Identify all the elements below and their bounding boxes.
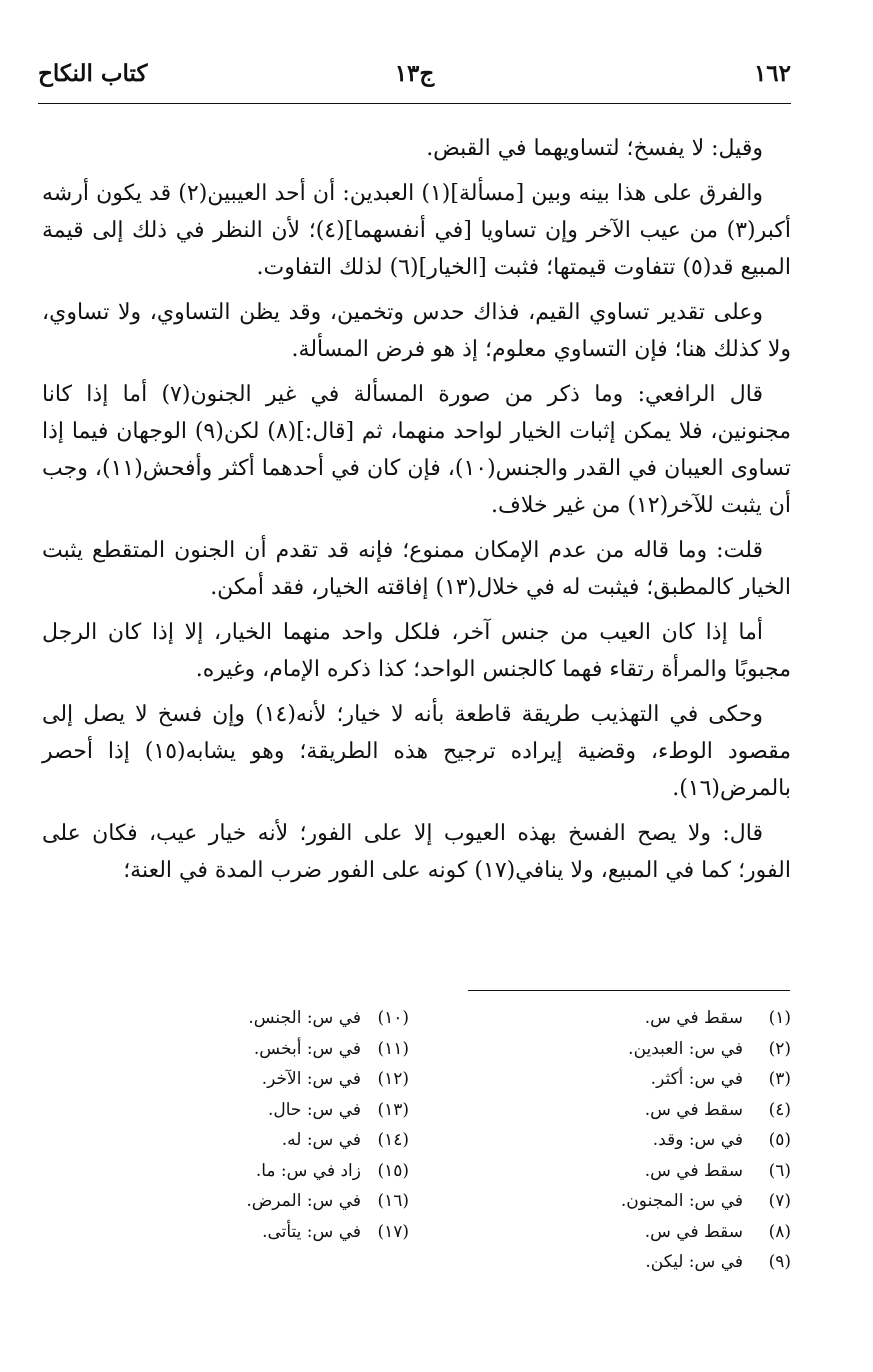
footnote-number: (٢) (768, 1038, 791, 1059)
footnote-text: في س: وقد. (652, 1130, 743, 1150)
footnote-number: (١٥) (377, 1160, 409, 1181)
footnote (501, 1064, 791, 1095)
footnote (501, 1247, 791, 1278)
footnote-text: في س: ليكن. (645, 1252, 743, 1272)
footnote (501, 1034, 791, 1065)
book-title: كتاب النكاح (38, 60, 148, 87)
footnote (501, 1156, 791, 1187)
paragraph: قال: ولا يصح الفسخ بهذه العيوب إلا على الفور؛ لأنه خيار عيب، فكان على الفور؛ كما في المبيع، ولا ينافي(١٧) كونه على الفور ضرب المدة في العنة؛ (42, 821, 791, 883)
footnotes-column-right (501, 1003, 791, 1278)
footnote-text: في س: العبدين. (628, 1038, 743, 1059)
footnote-number: (٨) (768, 1221, 791, 1242)
running-header (38, 60, 791, 96)
footnote-number: (٣) (768, 1069, 791, 1089)
footnote (119, 1003, 409, 1034)
paragraph: قال الرافعي: وما ذكر من صورة المسألة في غير الجنون(٧) أما إذا كانا مجنونين، فلا يمكن إثبات الخيار لواحد منهما، ثم [قال:](٨) لكن(٩) الوجهان فيما إذا تساوى العيبان في القدر والجنس(١٠)، فإن كان في أحدهما أكثر وأفحش(١١)، وجب أن يثبت للآخر(١٢) من غير خلاف. (42, 382, 792, 518)
footnote-text: سقط في س. (644, 1160, 743, 1181)
footnote (501, 1186, 791, 1217)
paragraph: وقيل: لا يفسخ؛ لتساويهما في القبض. (426, 136, 763, 161)
footnote-number: (١٦) (377, 1191, 409, 1211)
footnote-text: في س: الجنس. (248, 1008, 361, 1028)
footnote (119, 1125, 409, 1156)
footnote-text: في س: الآخر. (261, 1069, 361, 1089)
footnote-number: (٤) (768, 1099, 791, 1120)
footnote (501, 1217, 791, 1248)
footnote-text: زاد في س: ما. (255, 1160, 361, 1181)
footnote-text: في س: المرض. (246, 1191, 361, 1211)
footnote-text: سقط في س. (644, 1099, 743, 1120)
footnote-number: (١٤) (377, 1130, 409, 1150)
footnote-number: (٩) (768, 1252, 791, 1272)
footnote (119, 1064, 409, 1095)
footnote (119, 1156, 409, 1187)
main-text (42, 130, 791, 897)
footnote-number: (١٣) (377, 1099, 409, 1120)
footnote-number: (٧) (768, 1191, 791, 1211)
paragraph: وحكى في التهذيب طريقة قاطعة بأنه لا خيار؛ لأنه(١٤) وإن فسخ لا يصل إلى مقصود الوطء، وقضية إيراده ترجيح هذه الطريقة؛ وهو يشابه(١٥) إذا أحصر بالمرض(١٦). (42, 702, 791, 801)
footnote-number: (١) (768, 1008, 791, 1028)
footnote (119, 1186, 409, 1217)
footnote-text: في س: أبخس. (253, 1038, 361, 1059)
footnote-text: في س: له. (281, 1130, 361, 1150)
header-rule (38, 103, 791, 104)
footnote-text: سقط في س. (644, 1008, 743, 1028)
footnote-number: (١٠) (377, 1008, 409, 1028)
paragraph: أما إذا كان العيب من جنس آخر، فلكل واحد منهما الخيار، إلا إذا كان الرجل مجبوبًا والمرأة رتقاء فهما كالجنس الواحد؛ كذا ذكره الإمام، وغيره. (42, 620, 791, 682)
footnote (119, 1217, 409, 1248)
footnote (501, 1095, 791, 1126)
footnote-text: في س: حال. (267, 1099, 361, 1120)
footnote-text: في س: أكثر. (650, 1069, 743, 1089)
footnotes-column-left (119, 1003, 409, 1247)
page-number: ١٦٢ (753, 60, 791, 87)
footnote-number: (٦) (768, 1160, 791, 1181)
volume-number: ج١٣ (394, 60, 435, 87)
footnote-text: سقط في س. (644, 1221, 743, 1242)
paragraph: وعلى تقدير تساوي القيم، فذاك حدس وتخمين، وقد يظن التساوي، ولا تساوي، ولا كذلك هنا؛ فإن التساوي معلوم؛ إذ هو فرض المسألة. (42, 300, 791, 362)
footnote-number: (١٢) (377, 1069, 409, 1089)
footnote-number: (٥) (768, 1130, 791, 1150)
footnote-text: في س: يتأتى. (262, 1221, 361, 1242)
paragraph: والفرق على هذا بينه وبين [مسألة](١) العبدين: أن أحد العيبين(٢) قد يكون أرشه أكبر(٣) من عيب الآخر وإن تساويا [في أنفسهما](٤)؛ لأن النظر في ذلك إلى قيمة المبيع قد(٥) تتفاوت قيمتها؛ فثبت [الخيار](٦) لذلك التفاوت. (42, 181, 791, 280)
footnote (501, 1003, 791, 1034)
footnote-text: في س: المجنون. (620, 1191, 743, 1211)
footnote-rule (468, 990, 790, 991)
footnote (119, 1095, 409, 1126)
footnote-number: (١١) (377, 1038, 409, 1059)
footnote (501, 1125, 791, 1156)
footnote-number: (١٧) (377, 1221, 409, 1242)
paragraph: قلت: وما قاله من عدم الإمكان ممنوع؛ فإنه قد تقدم أن الجنون المتقطع يثبت الخيار كالمطبق؛ فيثبت له في خلال(١٣) إفاقته الخيار، فقد أمكن. (42, 538, 791, 600)
footnote (119, 1034, 409, 1065)
